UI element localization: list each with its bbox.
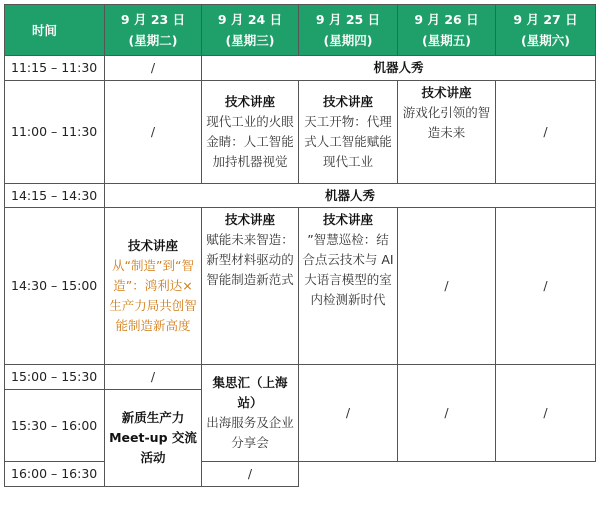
time-cell: 14:30 – 15:00 bbox=[5, 208, 105, 365]
lecture-cell bbox=[299, 81, 398, 184]
time-cell: 15:30 – 16:00 bbox=[5, 390, 105, 462]
table-row bbox=[5, 56, 596, 81]
lecture-title: 技术讲座 bbox=[224, 94, 275, 109]
time-cell: 11:15 – 11:30 bbox=[5, 56, 105, 81]
header-day-25: 9 月 25 日 (星期四) bbox=[299, 5, 398, 56]
event-title: 集思汇（上海站） bbox=[212, 375, 288, 410]
table-row bbox=[5, 365, 596, 390]
schedule-table bbox=[4, 4, 596, 487]
lecture-title: 技术讲座 bbox=[322, 94, 373, 109]
slot-cell: / bbox=[496, 365, 596, 462]
time-cell: 14:15 – 14:30 bbox=[5, 184, 105, 208]
header-day-27: 9 月 27 日 (星期六) bbox=[496, 5, 596, 56]
empty-cell bbox=[496, 462, 596, 487]
robot-show-cell: 机器人秀 bbox=[202, 56, 596, 81]
meetup-cell: 新质生产力 Meet-up 交流活动 bbox=[105, 390, 202, 487]
lecture-title: 技术讲座 bbox=[421, 85, 472, 100]
lecture-cell bbox=[202, 81, 299, 184]
header-day-24: 9 月 24 日 (星期三) bbox=[202, 5, 299, 56]
slot-cell: / bbox=[202, 462, 299, 487]
table-row bbox=[5, 184, 596, 208]
lecture-topic: 赋能未来智造：新型材料驱动的智能制造新范式 bbox=[206, 232, 294, 287]
event-topic: 出海服务及企业分享会 bbox=[206, 415, 294, 450]
slot-cell: / bbox=[105, 81, 202, 184]
time-cell: 15:00 – 15:30 bbox=[5, 365, 105, 390]
slot-cell: / bbox=[299, 365, 398, 462]
empty-cell bbox=[299, 462, 398, 487]
lecture-title: 技术讲座 bbox=[127, 238, 178, 253]
table-row bbox=[5, 81, 596, 184]
slot-cell: / bbox=[398, 208, 496, 365]
header-time: 时间 bbox=[5, 5, 105, 56]
lecture-title: 技术讲座 bbox=[224, 212, 275, 227]
lecture-cell bbox=[202, 208, 299, 365]
lecture-cell bbox=[105, 208, 202, 365]
slot-cell: / bbox=[105, 56, 202, 81]
lecture-topic: 游戏化引领的智造未来 bbox=[402, 105, 491, 140]
time-cell: 11:00 – 11:30 bbox=[5, 81, 105, 184]
lecture-title: 技术讲座 bbox=[322, 212, 373, 227]
lecture-topic: 现代工业的火眼金睛：人工智能加持机器视觉 bbox=[206, 114, 294, 169]
header-day-26: 9 月 26 日 (星期五) bbox=[398, 5, 496, 56]
empty-cell bbox=[398, 462, 496, 487]
header-day-23: 9 月 23 日 (星期二) bbox=[105, 5, 202, 56]
lecture-cell bbox=[398, 81, 496, 184]
table-row bbox=[5, 462, 596, 487]
event-cell bbox=[202, 365, 299, 462]
slot-cell: / bbox=[496, 81, 596, 184]
lecture-topic: 天工开物：代理式人工智能赋能现代工业 bbox=[304, 114, 392, 169]
slot-cell: / bbox=[398, 365, 496, 462]
table-row bbox=[5, 208, 596, 365]
robot-show-cell: 机器人秀 bbox=[105, 184, 596, 208]
lecture-topic: 从“制造”到“智造”：鸿利达×生产力局共创智能制造新高度 bbox=[109, 258, 197, 333]
lecture-topic: ”智慧巡检：结合点云技术与 AI 大语言模型的室内检测新时代 bbox=[302, 232, 394, 307]
slot-cell: / bbox=[496, 208, 596, 365]
time-cell: 16:00 – 16:30 bbox=[5, 462, 105, 487]
lecture-cell bbox=[299, 208, 398, 365]
slot-cell: / bbox=[105, 365, 202, 390]
